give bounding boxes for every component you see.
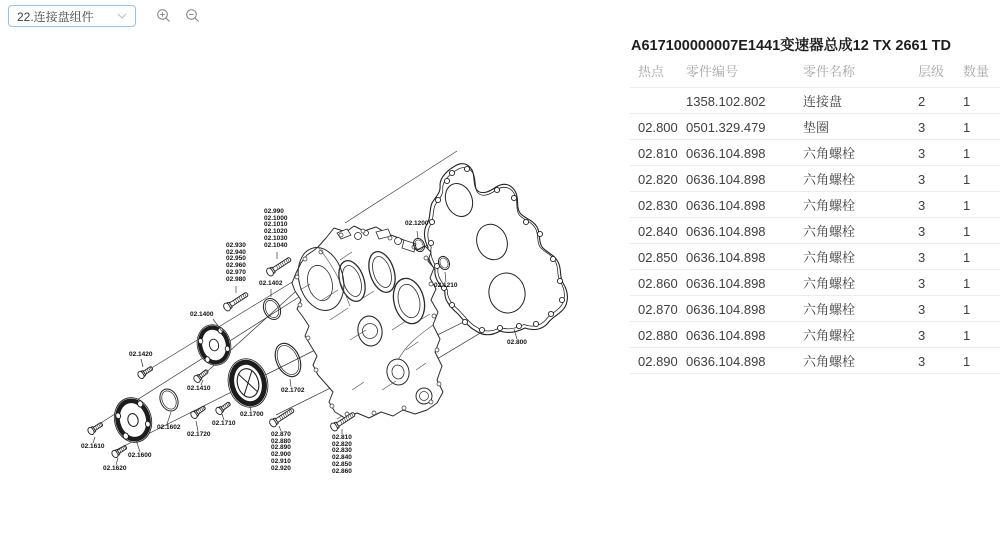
assembly-select-value: 22.连接盘组件: [17, 9, 94, 24]
cell-name: 六角螺栓: [803, 302, 856, 317]
part-bolt-02-1410: [192, 368, 209, 384]
table-row[interactable]: [630, 88, 1000, 114]
table-row[interactable]: [630, 244, 1000, 270]
cell-lvl: 3: [918, 172, 926, 187]
cell-qty: 1: [963, 198, 971, 213]
hotspot-label-02.1420[interactable]: 02.1420: [129, 351, 153, 358]
cell-part: 0636.104.898: [686, 146, 766, 161]
cell-part: 1358.102.802: [686, 94, 766, 109]
part-bolt-02-990: [265, 255, 292, 277]
cell-qty: 1: [963, 328, 971, 343]
col-header-level: 层级: [918, 64, 945, 79]
table-row[interactable]: [630, 166, 1000, 192]
cell-hot: 02.840: [638, 224, 678, 239]
assembly-title: A617100000007E1441变速器总成12 TX 2661 TD: [631, 38, 951, 54]
cell-name: 六角螺栓: [803, 198, 856, 213]
cell-part: 0636.104.898: [686, 172, 766, 187]
cell-hot: 02.800: [638, 120, 678, 135]
cell-qty: 1: [963, 94, 971, 109]
hotspot-label-02.810-stack[interactable]: 02.810 02.820 02.830 02.840 02.850 02.860: [332, 434, 352, 475]
table-row[interactable]: [630, 270, 1000, 296]
hotspot-label-02.1600[interactable]: 02.1600: [128, 452, 152, 459]
cell-part: 0636.104.898: [686, 328, 766, 343]
hotspot-label-02.1410[interactable]: 02.1410: [187, 385, 211, 392]
cell-qty: 1: [963, 172, 971, 187]
cell-hot: 02.890: [638, 354, 678, 369]
part-bolt-02-1710: [215, 400, 232, 416]
part-oring-02-1702: [270, 339, 306, 380]
cell-hot: 02.820: [638, 172, 678, 187]
part-bolt-02-930: [222, 290, 249, 312]
part-bolt-02-1420: [137, 365, 155, 380]
part-housing: [291, 226, 443, 418]
cell-qty: 1: [963, 120, 971, 135]
cell-part: 0501.329.479: [686, 120, 766, 135]
cell-hot: 02.850: [638, 250, 678, 265]
cell-lvl: 3: [918, 198, 926, 213]
part-flange-02-1400: [193, 321, 236, 369]
cell-lvl: 3: [918, 250, 926, 265]
col-header-part-no: 零件编号: [686, 64, 739, 79]
hotspot-label-02.1200[interactable]: 02.1200: [405, 220, 429, 227]
col-header-hotspot: 热点: [638, 64, 665, 79]
cell-part: 0636.104.898: [686, 198, 766, 213]
part-gasket-02-800: [424, 164, 567, 335]
hotspot-label-02.930-stack[interactable]: 02.930 02.940 02.950 02.960 02.970 02.980: [226, 242, 246, 283]
cell-part: 0636.104.898: [686, 354, 766, 369]
parts-table-header: [630, 57, 1000, 88]
cell-name: 连接盘: [803, 94, 843, 109]
table-row[interactable]: [630, 296, 1000, 322]
part-flange-02-1600: [109, 393, 156, 446]
cell-hot: 02.830: [638, 198, 678, 213]
cell-part: 0636.104.898: [686, 250, 766, 265]
part-bolt-02-1610: [87, 421, 105, 436]
cell-part: 0636.104.898: [686, 276, 766, 291]
cell-lvl: 3: [918, 354, 926, 369]
cell-lvl: 3: [918, 328, 926, 343]
cell-name: 六角螺栓: [803, 328, 856, 343]
table-row[interactable]: [630, 322, 1000, 348]
col-header-part-name: 零件名称: [803, 64, 856, 79]
col-header-qty: 数量: [963, 64, 990, 79]
cell-lvl: 3: [918, 302, 926, 317]
cell-part: 0636.104.898: [686, 302, 766, 317]
cell-hot: 02.810: [638, 146, 678, 161]
hotspot-label-02.990-stack[interactable]: 02.990 02.1000 02.1010 02.1020 02.1030 02.1040: [264, 208, 288, 249]
table-row[interactable]: [630, 192, 1000, 218]
hotspot-label-02.1610[interactable]: 02.1610: [81, 443, 105, 450]
cell-qty: 1: [963, 354, 971, 369]
hotspot-label-02.800[interactable]: 02.800: [507, 339, 527, 346]
part-bolt-02-1620: [111, 444, 129, 459]
hotspot-label-02.1210[interactable]: 02.1210: [434, 282, 458, 289]
part-bolt-02-1720: [190, 404, 207, 420]
cell-name: 六角螺栓: [803, 276, 856, 291]
cell-name: 六角螺栓: [803, 146, 856, 161]
cell-name: 六角螺栓: [803, 172, 856, 187]
cell-name: 六角螺栓: [803, 354, 856, 369]
hotspot-label-02.1710[interactable]: 02.1710: [212, 420, 236, 427]
cell-name: 六角螺栓: [803, 250, 856, 265]
hotspot-label-02.1602[interactable]: 02.1602: [157, 424, 181, 431]
cell-name: 垫圈: [803, 120, 830, 135]
cell-name: 六角螺栓: [803, 224, 856, 239]
cell-part: 0636.104.898: [686, 224, 766, 239]
cell-lvl: 3: [918, 120, 926, 135]
table-row[interactable]: [630, 140, 1000, 166]
hotspot-label-02.1700[interactable]: 02.1700: [240, 411, 264, 418]
part-cup-02-1700: [223, 354, 273, 411]
cell-qty: 1: [963, 146, 971, 161]
cell-hot: 02.870: [638, 302, 678, 317]
cell-lvl: 3: [918, 146, 926, 161]
part-oring-02-1602: [156, 386, 181, 414]
cell-hot: 02.860: [638, 276, 678, 291]
hotspot-label-02.1402[interactable]: 02.1402: [259, 280, 283, 287]
hotspot-label-02.1400[interactable]: 02.1400: [190, 311, 214, 318]
cell-qty: 1: [963, 224, 971, 239]
table-row[interactable]: [630, 114, 1000, 140]
table-row[interactable]: [630, 218, 1000, 244]
parts-panel: [630, 30, 1000, 547]
hotspot-label-02.1620[interactable]: 02.1620: [103, 465, 127, 472]
cell-qty: 1: [963, 250, 971, 265]
cell-qty: 1: [963, 276, 971, 291]
hotspot-label-02.1720[interactable]: 02.1720: [187, 431, 211, 438]
hotspot-label-02.1702[interactable]: 02.1702: [281, 387, 305, 394]
cell-hot: 02.880: [638, 328, 678, 343]
cell-lvl: 3: [918, 276, 926, 291]
table-row[interactable]: [630, 348, 1000, 374]
cell-lvl: 2: [918, 94, 926, 109]
cell-qty: 1: [963, 302, 971, 317]
part-bolt-02-870: [268, 406, 295, 428]
parts-table-body: [630, 88, 1000, 374]
cell-lvl: 3: [918, 224, 926, 239]
hotspot-label-02.870-stack[interactable]: 02.870 02.880 02.890 02.900 02.910 02.920: [271, 431, 291, 472]
